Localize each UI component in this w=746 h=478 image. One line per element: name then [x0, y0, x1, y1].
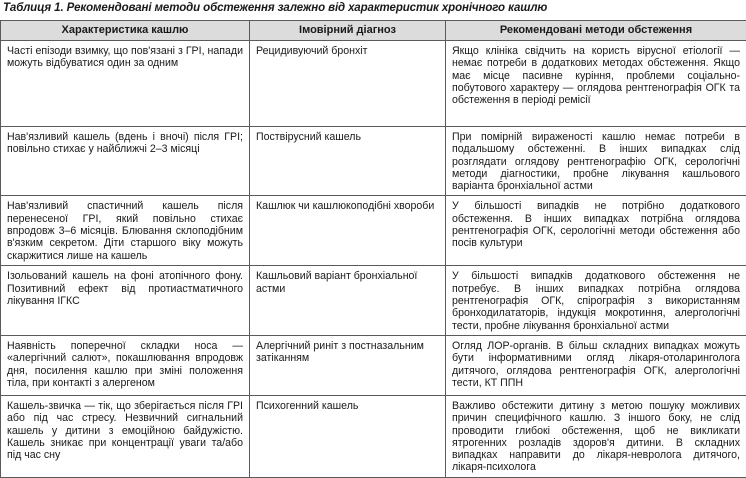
table-header-row	[1, 21, 746, 41]
header-characteristic: Характеристика кашлю	[1, 21, 250, 41]
cell-diagnosis: Рецидивуючий бронхіт	[250, 41, 446, 127]
cell-methods: Важливо обстежити дитину з метою пошуку можливих причин специфічного кашлю. З іншого боку, не слід проводити глибокі обстеження, щоб не викликати ятрогенних розладів здоров'я дитини. В складних випадках направити до лікаря-невролога дитячого, лікаря-психолога	[446, 395, 746, 477]
cell-diagnosis: Кашлюк чи кашлюкоподібні хвороби	[250, 196, 446, 266]
header-methods: Рекомендовані методи обстеження	[446, 21, 746, 41]
cell-methods: Якщо клініка свідчить на користь вірусної етіології — немає потреби в додаткових методах обстеження. Якщо має місце пасивне куріння, проблеми соціально-побутового характеру — оглядова рентгенографія ОГК та обстеження в періоді ремісії	[446, 41, 746, 127]
cell-methods: У більшості випадків додаткового обстеження не потребує. В інших випадках потрібна оглядова рентгенографія ОГК, спірографія з використанням бронходилататорів, індукція мокротиння, алергологічні тести, пробне лікування бронхіальної астми	[446, 266, 746, 335]
cell-characteristic: Нав'язливий кашель (вдень і вночі) після ГРІ; повільно стихає у найближчі 2–3 місяці	[1, 127, 250, 196]
cell-methods: Огляд ЛОР-органів. В більш складних випадках можуть бути інформативними огляд лікаря-отоларинголога дитячого, оглядова рентгенографія ОГК, алергологічні тести, КТ ППН	[446, 335, 746, 395]
cough-examination-table	[0, 20, 746, 478]
cell-diagnosis: Психогенний кашель	[250, 395, 446, 477]
cell-characteristic: Часті епізоди взимку, що пов'язані з ГРІ, напади можуть відбуватися один за одним	[1, 41, 250, 127]
table-row	[1, 335, 746, 395]
cell-characteristic: Ізольований кашель на фоні атопічного фону. Позитивний ефект від протиастматичного лікування ІГКС	[1, 266, 250, 335]
cell-characteristic: Наявність поперечної складки носа — «алергічний салют», покашлювання впродовж дня, посилення кашлю при зміні положення тіла, при контакті з алергеном	[1, 335, 250, 395]
cell-methods: У більшості випадків не потрібно додаткового обстеження. В інших випадках потрібна оглядова рентгенографія ОГК, серологічні методи обстеження або посів культури	[446, 196, 746, 266]
table-caption: Таблиця 1. Рекомендовані методи обстеження залежно від характеристик хронічного кашлю	[3, 1, 547, 15]
cell-characteristic: Нав'язливий спастичний кашель після перенесеної ГРІ, який повільно стихає впродовж 3–6 місяців. Блювання склоподібним в'язким секретом. Діти старшого віку можуть скаржитися лише на кашель	[1, 196, 250, 266]
cell-characteristic: Кашель-звичка — тік, що зберігається після ГРІ або під час стресу. Незвичний сигнальний кашель у дитини з емоційною байдужістю. Кашель зникає при концентрації уваги та/або під час сну	[1, 395, 250, 477]
table-row	[1, 266, 746, 335]
cell-diagnosis: Алергічний риніт з постназальним затіканням	[250, 335, 446, 395]
cell-diagnosis: Поствірусний кашель	[250, 127, 446, 196]
cell-diagnosis: Кашльовий варіант бронхіальної астми	[250, 266, 446, 335]
table-row	[1, 41, 746, 127]
table-row	[1, 196, 746, 266]
header-diagnosis: Імовірний діагноз	[250, 21, 446, 41]
table-row	[1, 127, 746, 196]
cell-methods: При помірній вираженості кашлю немає потреби в подальшому обстеженні. В інших випадках слід розглядати оглядову рентгенографію ОГК, серологічні методи діагностики, пробне лікування кашльового варіанта бронхіальної астми	[446, 127, 746, 196]
table-row	[1, 395, 746, 477]
